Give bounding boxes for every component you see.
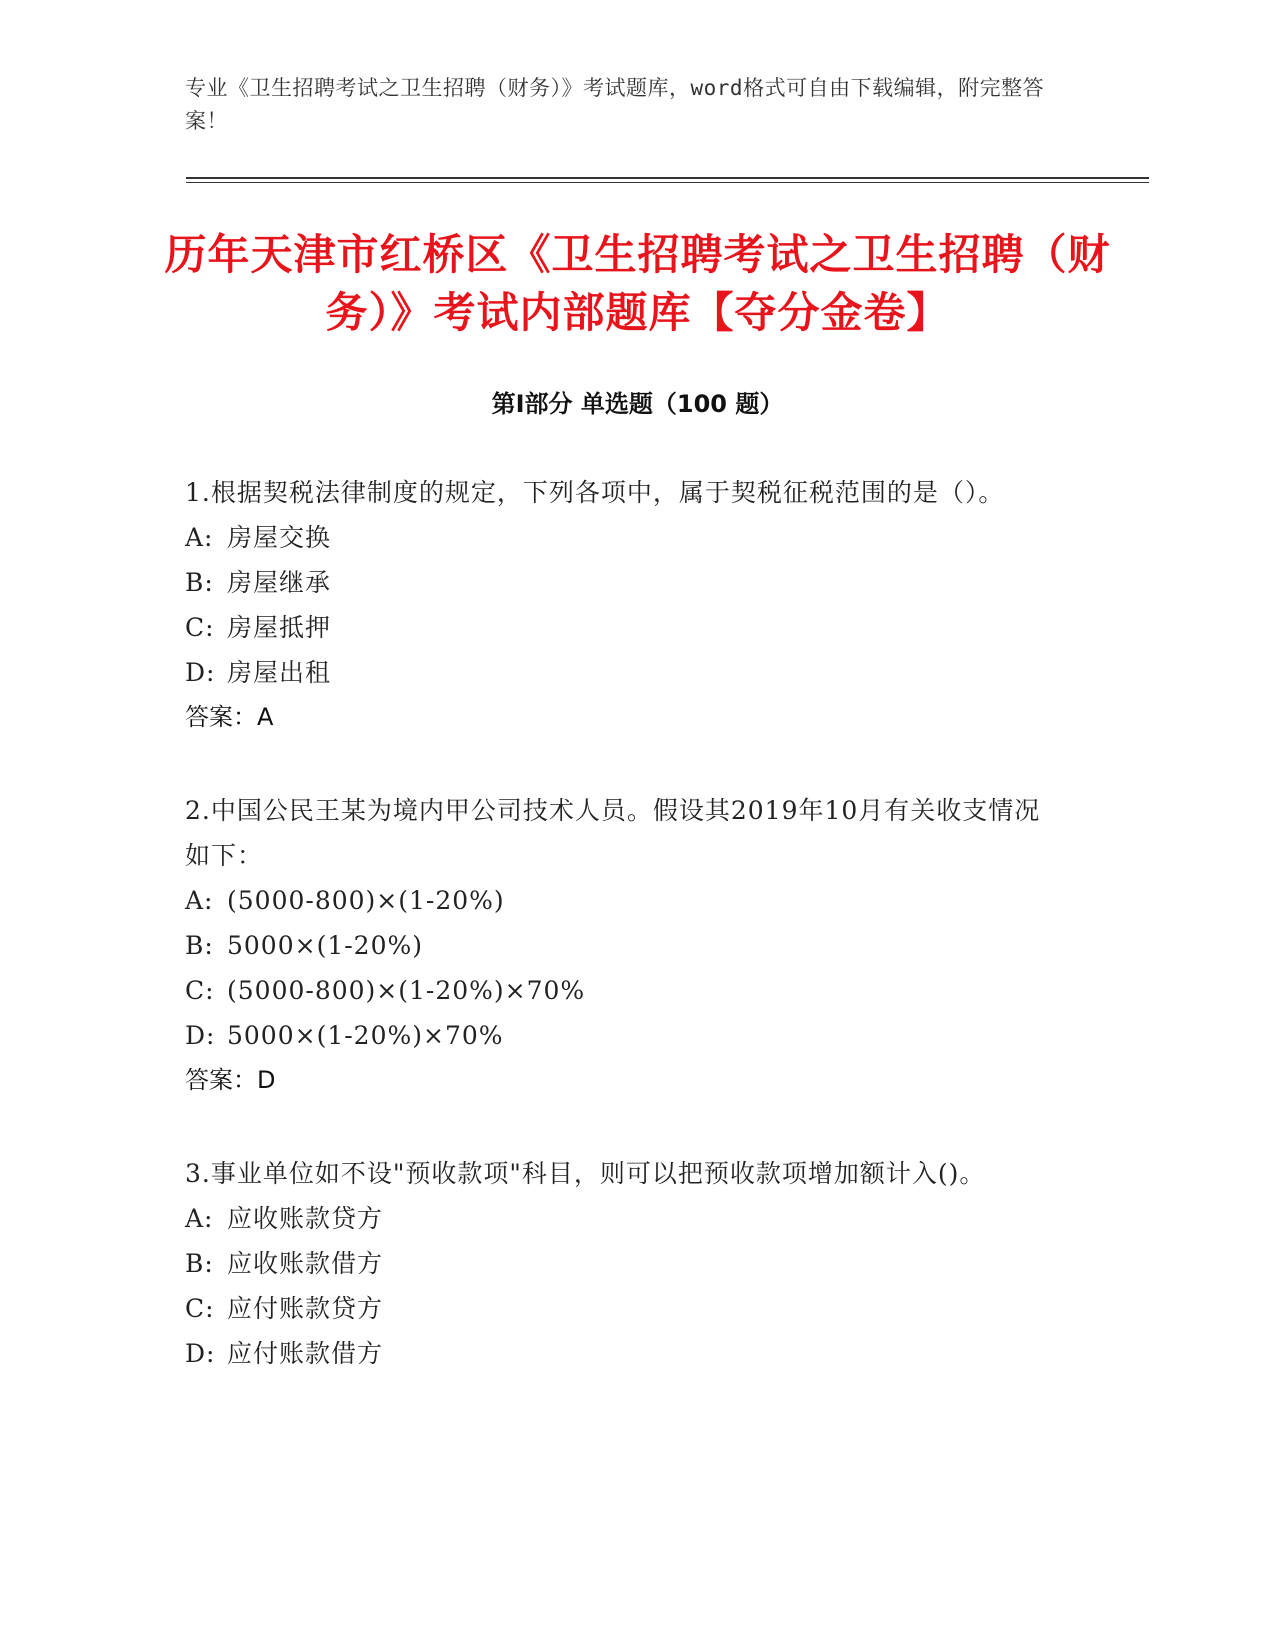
option-text: (5000-800)×(1-20%) [227,886,505,915]
option-key: C: [185,613,215,642]
option-text: (5000-800)×(1-20%)×70% [227,976,586,1005]
question-list [185,470,1065,1424]
option-text: 房屋交换 [227,523,332,552]
option-a [185,515,1065,560]
header-note: 专业《卫生招聘考试之卫生招聘（财务）》考试题库，word格式可自由下载编辑，附完整答案！ [185,76,1045,133]
option-a [185,1196,1065,1241]
option-b [185,560,1065,605]
option-key: C: [185,1294,215,1323]
option-key: D: [185,1021,216,1050]
document-title: 历年天津市红桥区《卫生招聘考试之卫生招聘（财务）》考试内部题库【夺分金卷】 [164,230,1111,337]
option-a [185,878,1065,923]
question-stem: 3.事业单位如不设"预收款项"科目，则可以把预收款项增加额计入()。 [185,1159,986,1188]
option-key: A: [185,886,214,915]
option-text: 应付账款贷方 [227,1294,384,1323]
option-key: A: [185,1204,214,1233]
option-key: B: [185,568,214,597]
question-3 [185,1151,1065,1376]
question-2 [185,788,1065,1103]
option-text: 房屋出租 [227,658,332,687]
header-rule-thick [186,177,1149,179]
option-key: D: [185,658,216,687]
section-title: 第Ⅰ部分 单选题（100 题） [491,390,784,418]
option-b [185,1241,1065,1286]
option-b [185,923,1065,968]
option-text: 5000×(1-20%) [227,931,423,960]
question-1 [185,470,1065,740]
option-d [185,650,1065,695]
option-text: 房屋继承 [227,568,332,597]
option-key: D: [185,1339,216,1368]
option-d [185,1331,1065,1376]
option-c [185,605,1065,650]
option-text: 应收账款贷方 [227,1204,384,1233]
option-text: 房屋抵押 [227,613,332,642]
option-key: B: [185,931,214,960]
option-text: 5000×(1-20%)×70% [227,1021,504,1050]
answer-line: 答案：D [185,1066,276,1094]
option-key: C: [185,976,215,1005]
option-d [185,1013,1065,1058]
option-key: A: [185,523,214,552]
option-text: 应收账款借方 [227,1249,384,1278]
option-text: 应付账款借方 [227,1339,384,1368]
option-key: B: [185,1249,214,1278]
header-rule-thin [186,182,1149,183]
option-c [185,1286,1065,1331]
question-stem: 2.中国公民王某为境内甲公司技术人员。假设其2019年10月有关收支情况如下： [185,796,1041,870]
answer-line: 答案：A [185,703,274,731]
option-c [185,968,1065,1013]
question-stem: 1.根据契税法律制度的规定，下列各项中，属于契税征税范围的是（）。 [185,478,1005,507]
